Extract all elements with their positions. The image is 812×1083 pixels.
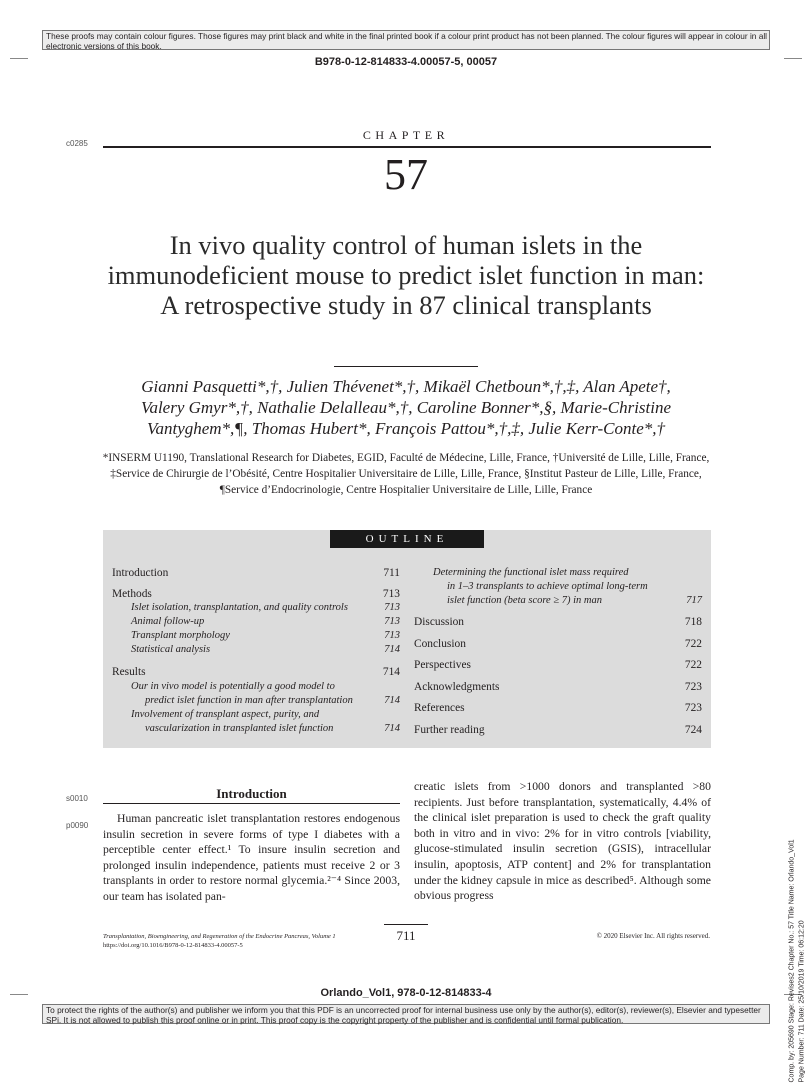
section-rule [103,803,400,804]
outline-page: 713 [384,616,400,627]
crop-mark [784,58,802,59]
proof-id: Orlando_Vol1, 978-0-12-814833-4 [320,987,492,999]
crop-mark [10,58,28,59]
author-list [100,376,712,439]
footer-rule [384,924,428,925]
outline-subitem[interactable]: Islet isolation, transplantation, and quality controls [131,602,348,613]
outline-page: 714 [384,695,400,706]
outline-subitem[interactable]: Determining the functional islet mass required [433,567,629,578]
outline-page: 713 [384,602,400,613]
outline-item-methods[interactable]: Methods [112,588,152,600]
side-info-2: Page Number: 711 Date: 25/10/2019 Time: 06:12:20 [798,920,806,1083]
chapter-code: c0285 [66,139,88,148]
chapter-title: In vivo quality control of human islets in the immunodeficient mouse to predict islet function in man: A retrospective study in 87 clinical transplants [107,230,705,320]
outline-page: 722 [684,659,702,671]
outline-subitem-cont[interactable]: predict islet function in man after transplantation [145,695,353,706]
footer-copyright: © 2020 Elsevier Inc. All rights reserved. [596,932,710,940]
author-line: Vantyghem*,¶, Thomas Hubert*, François Pattou*,†,‡, Julie Kerr-Conte*,† [146,419,666,438]
outline-subitem[interactable]: Involvement of transplant aspect, purity, and [131,709,320,720]
outline-item-conclusion[interactable]: Conclusion [414,638,466,650]
outline-subitem[interactable]: Animal follow-up [131,616,205,627]
side-info-1: Comp. by: 205690 Stage: Revises2 Chapter No.: 57 Title Name: Orlando_Vol1 [788,839,796,1083]
footer-book-title: Transplantation, Bioengineering, and Regeneration of the Endocrine Pancreas, Volume 1 [103,933,336,940]
outline-item-results[interactable]: Results [112,666,146,678]
outline-page: 713 [382,588,400,600]
outline-page: 714 [384,644,400,655]
outline-subitem[interactable]: Our in vivo model is potentially a good model to [131,681,335,692]
outline-subitem-cont[interactable]: islet function (beta score ≥ 7) in man [447,595,602,606]
outline-item-perspectives[interactable]: Perspectives [414,659,471,671]
chapter-rule [103,146,711,148]
author-line: Valery Gmyr*,†, Nathalie Delalleau*,†, Caroline Bonner*,§, Marie-Christine [140,398,672,417]
outline-item-discussion[interactable]: Discussion [414,616,464,628]
title-rule [334,366,478,367]
footer-page-number: 711 [396,928,416,943]
chapter-number: 57 [384,150,428,199]
outline-page: 711 [383,567,400,579]
outline-subitem[interactable]: Statistical analysis [131,644,211,655]
affiliations: *INSERM U1190, Translational Research for Diabetes, EGID, Faculté de Médecine, Lille, France, †Université de Lille, Lille, France, ‡Service de Chirurgie de l’Obésité, Centre Hospitalier Universitaire de Lille, Lille, France, §Institut Pasteur de Lille, Lille, France, ¶Service d’Endocrinologie, Centre Hospitalier Universitaire de Lille, Lille, France [102,452,710,496]
outline-page: 714 [384,723,400,734]
outline-page: 713 [384,630,400,641]
outline-item-references[interactable]: References [414,702,465,714]
footer-doi[interactable]: https://doi.org/10.1016/B978-0-12-814833-4.00057-5 [103,942,243,949]
outline-page: 722 [684,638,702,650]
bottom-proof-notice: To protect the rights of the author(s) and publisher we inform you that this PDF is an uncorrected proof for internal business use only by the author(s), editor(s), reviewer(s), Elsevier and typesetter SPi. It is not allowed to publish this proof online or in print. This proof copy is the copyright property of the publisher and is confidential until formal publication. [42,1004,770,1024]
doc-id: B978-0-12-814833-4.00057-5, 00057 [314,56,498,68]
crop-mark [10,994,28,995]
outline-item-introduction[interactable]: Introduction [112,567,169,579]
outline-page: 723 [684,681,702,693]
paragraph-left: Human pancreatic islet transplantation restores endogenous insulin secretion in severe forms of type I diabetes with a perceptible center effect.¹ To insure insulin secretion and prolonged insulin independence, patients must receive 2 or 3 transplants in order to restore normal glycemia.²⁻⁴ Since 2003, our team has isolated pan- [103,812,400,903]
outline-page: 724 [684,724,702,736]
outline-page: 714 [382,666,400,678]
top-proof-notice: These proofs may contain colour figures. Those figures may print black and white in the final printed book if a colour print product has not been planned. The colour figures will appear in colour in all electronic versions of this book. [42,30,770,50]
outline-subitem-cont[interactable]: vascularization in transplanted islet function [145,723,334,734]
outline-page: 718 [684,616,702,628]
section-code: s0010 [66,794,88,803]
outline-subitem[interactable]: Transplant morphology [131,630,230,641]
outline-item-acknowledgments[interactable]: Acknowledgments [414,681,500,693]
chapter-label: CHAPTER [362,128,450,142]
outline-subitem-cont[interactable]: in 1–3 transplants to achieve optimal long-term [447,581,648,592]
author-line: Gianni Pasquetti*,†, Julien Thévenet*,†, Mikaël Chetboun*,†,‡, Alan Apete†, [141,377,671,396]
outline-heading: OUTLINE [330,530,484,548]
outline-item-further-reading[interactable]: Further reading [414,724,485,736]
outline-page: 723 [684,702,702,714]
paragraph-right: creatic islets from >1000 donors and transplanted >80 recipients. Just before transplantation, systematically, 4.4% of the clinical islet preparation is used to check the graft quality both in vitro and in vivo: 2% for in vitro controls [viability, glucose-stimulated insulin secretion (GSIS), intracellular insulin, apoptosis, ATP content] and 2% for transplantation under the kidney capsule in mice as described⁵. Although some obvious progress [414,780,711,903]
outline-page: 717 [686,595,702,606]
para-code: p0090 [66,821,89,830]
section-heading: Introduction [216,786,287,801]
